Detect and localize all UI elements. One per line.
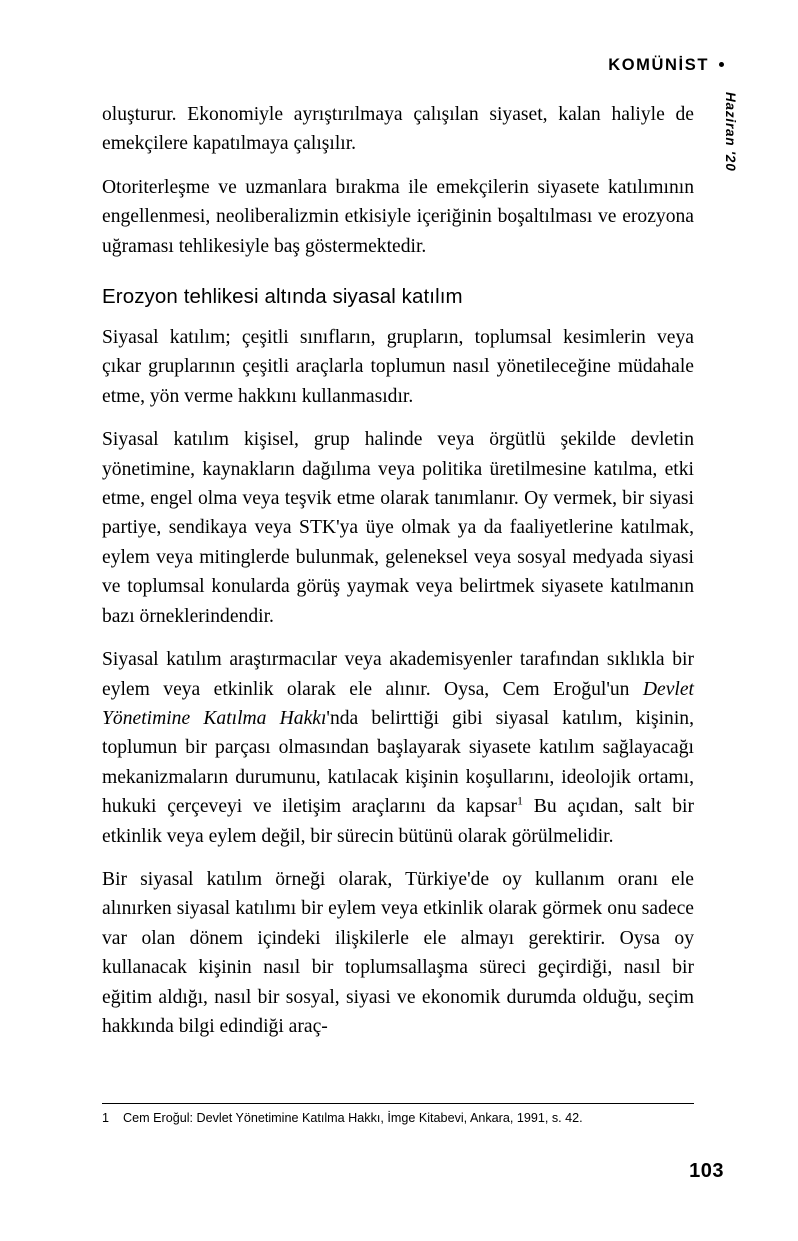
citation-text-part-1: Siyasal katılım araştırmacılar veya akademisyenler tarafından sıklıkla bir eylem veya etkinlik olarak ele alınır. Oysa, Cem Eroğul'un [102,649,694,700]
issue-date-vertical-label: Haziran '20 [723,92,738,172]
running-head-title: KOMÜNİST [608,56,709,74]
footnote-text: Cem Eroğul: Devlet Yönetimine Katılma Hakkı, İmge Kitabevi, Ankara, 1991, s. 42. [123,1111,583,1125]
footnote-marker: 1 [517,793,524,808]
body-text-column [102,100,694,1055]
paragraph-with-citation [102,645,694,851]
paragraph: Siyasal katılım kişisel, grup halinde veya örgütlü şekilde devletin yönetimine, kaynakların dağılıma veya politika üretilmesine katılma, etki etme, engel olma veya teşvik etme olarak tanımlanır. Oy vermek, bir siyasi partiye, sendikaya veya STK'ya üye olmak ya da faaliyetlerine katılmak, eylem veya mitinglerde bulunmak, geleneksel veya sosyal medyada siyasi ve toplumsal konularda görüş yaymak veya belirtmek siyasete katılmanın bazı örneklerindendir. [102,429,694,627]
page-number: 103 [689,1160,724,1182]
paragraph: Bir siyasal katılım örneği olarak, Türkiye'de oy kullanım oranı ele alınırken siyasal katılımı bir eylem veya etkinlik olarak görmek onu sadece var olan dönem içindeki ilişkilerle ele almayı gerektirir. Oysa oy kullanacak kişinin nasıl bir toplumsallaşma süreci geçirdiği, nasıl bir eğitim aldığı, nasıl bir sosyal, siyasi ve ekonomik durumda olduğu, seçim hakkında bilgi edindiği araç- [102,868,694,1037]
citation-text-part-3: Bu açıdan, salt bir etkinlik veya eylem değil, bir sürecin bütünü olarak görülmelidir. [102,796,694,847]
paragraph: Siyasal katılım; çeşitli sınıfların, grupların, toplumsal kesimlerin veya çıkar gruplarının çeşitli araçlarla toplumun nasıl yönetileceğine müdahale etme, yön verme hakkını kullanmasıdır. [102,327,694,407]
bullet-icon [719,62,724,67]
footnote [102,1110,694,1127]
section-heading: Erozyon tehlikesi altında siyasal katılım [102,285,463,309]
running-head [608,56,724,75]
paragraph: oluşturur. Ekonomiyle ayrıştırılmaya çalışılan siyaset, kalan haliyle de emekçilere kapatılmaya çalışılır. [102,104,694,155]
paragraph: Otoriterleşme ve uzmanlara bırakma ile emekçilerin siyasete katılımının engellenmesi, neoliberalizmin etkisiyle içeriğinin boşaltılması ve erozyona uğraması tehlikesiyle baş göstermektedir. [102,176,694,257]
footnote-divider [102,1103,694,1104]
citation-text-part-2: 'nda belirttiği gibi siyasal katılım, kişinin, toplumun bir parçası olmasından başlayarak siyasete katılım sağlayacağı mekanizmaların durumunu, katılacak kişinin koşullarını, ideolojik ortamı, hukuki çerçeveyi ve iletişim araçlarını da kapsar [102,707,694,818]
cited-work-title: Devlet Yönetimine Katılma Hakkı [102,678,694,729]
footnote-number: 1 [102,1111,110,1125]
